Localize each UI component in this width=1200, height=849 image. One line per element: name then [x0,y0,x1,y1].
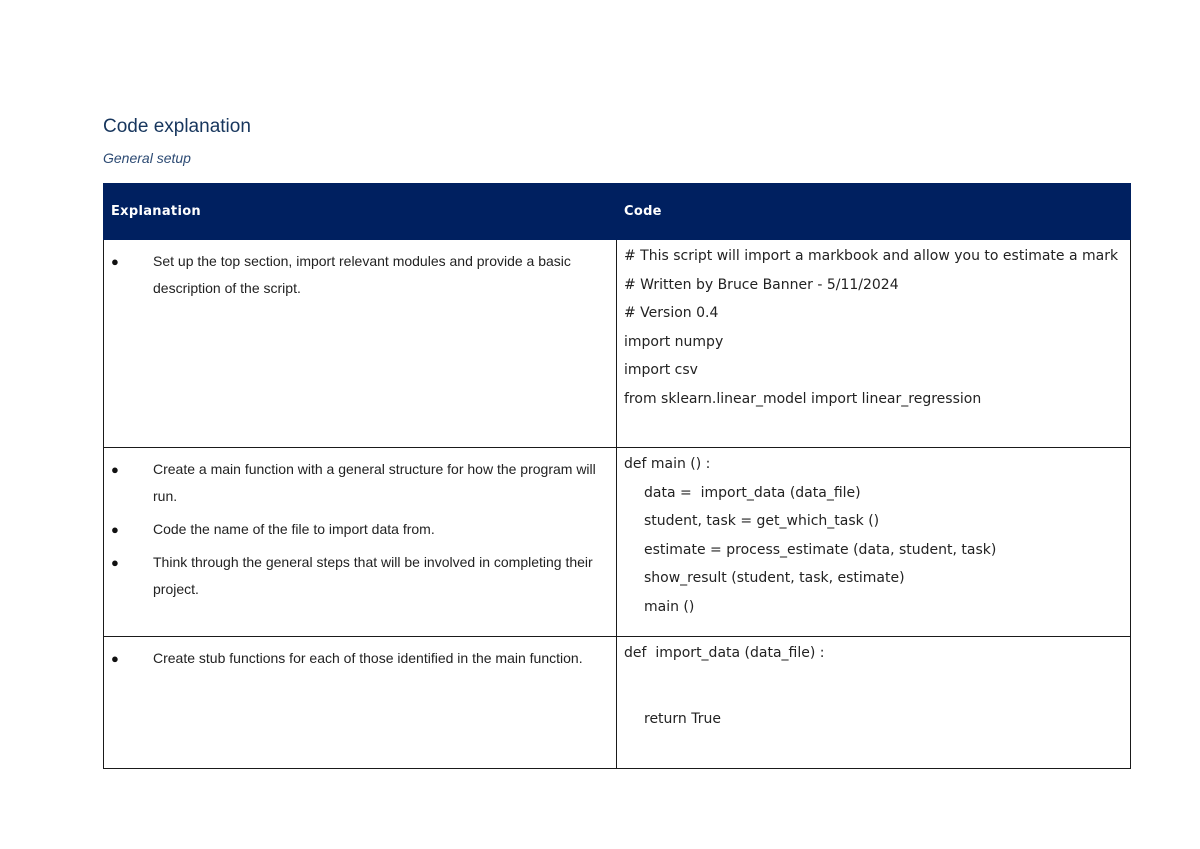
code-line: # Written by Bruce Banner - 5/11/2024 [624,276,899,293]
code-cell [617,448,1131,637]
bullet-icon: ● [111,254,119,269]
explanation-text: Think through the general steps that will be involved in completing their project. [153,554,593,597]
explanation-list [105,638,615,684]
code-line: import csv [624,362,698,378]
code-cell [617,637,1131,769]
explanation-list [105,449,615,615]
list-item [111,549,603,603]
code-explanation-table [103,183,1131,769]
explanation-cell [104,240,617,448]
explanation-list [105,241,615,314]
list-item [111,516,603,543]
bullet-icon: ● [111,462,119,477]
document-title: Code explanation [103,116,251,137]
bullet-icon: ● [111,555,119,570]
table-header-row [104,184,1131,240]
explanation-text: Create stub functions for each of those identified in the main function. [153,650,583,666]
code-line: def main () : [624,456,711,472]
table-row [104,637,1131,769]
code-line: main () [644,598,695,615]
code-line-blank [624,672,1122,692]
list-item [111,645,603,672]
code-cell [617,240,1131,448]
code-line: data = import_data (data_file) [644,484,861,501]
code-line: return True [644,710,721,727]
header-code: Code [617,184,1131,240]
explanation-text: Create a main function with a general structure for how the program will run. [153,461,596,504]
code-line: student, task = get_which_task () [644,513,880,529]
code-line: show_result (student, task, estimate) [644,570,905,586]
table-row [104,448,1131,637]
explanation-cell [104,637,617,769]
table-row [104,240,1131,448]
header-explanation: Explanation [104,184,617,240]
document-page [103,114,1130,727]
section-subtitle: General setup [103,150,191,166]
bullet-icon: ● [111,651,119,666]
code-line: estimate = process_estimate (data, student, task) [644,541,997,558]
list-item [111,248,603,302]
bullet-icon: ● [111,522,119,537]
explanation-cell [104,448,617,637]
explanation-text: Set up the top section, import relevant modules and provide a basic description of the script. [153,253,571,296]
code-line: # This script will import a markbook and allow you to estimate a mark [624,248,1119,264]
code-line: # Version 0.4 [624,305,719,321]
code-line: import numpy [624,333,724,350]
code-line: from sklearn.linear_model import linear_regression [624,390,982,407]
explanation-text: Code the name of the file to import data from. [153,521,435,537]
list-item [111,456,603,510]
code-line: def import_data (data_file) : [624,645,825,661]
